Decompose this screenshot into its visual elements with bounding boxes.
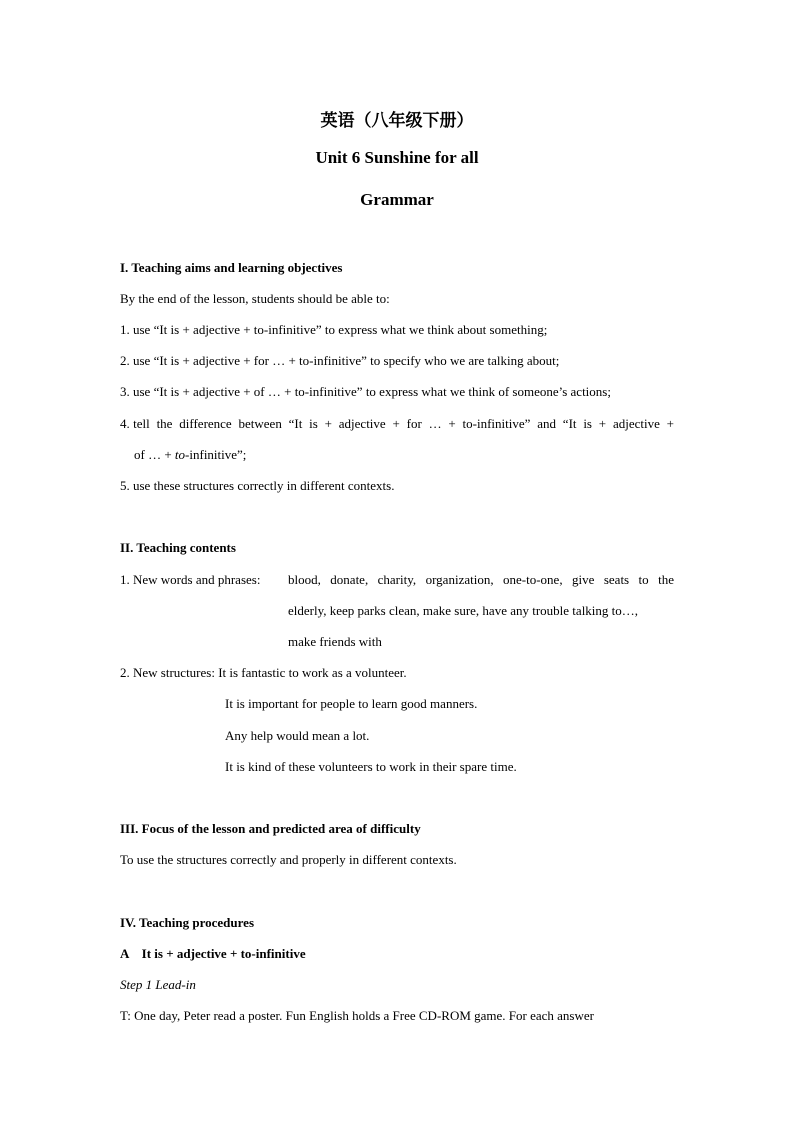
structures-label: 2. New structures: It is fantastic to work as a volunteer. <box>120 665 407 680</box>
aim-item-4: 4. tell the difference between “It is + adjective + for … + to-infinitive” and “It is + adjective + <box>120 416 674 431</box>
document-title-cn: 英语（八年级下册） <box>320 111 474 131</box>
section3-text: To use the structures correctly and properly in different contexts. <box>120 852 457 867</box>
aim-item-4-cont-suffix: -infinitive”; <box>185 447 247 462</box>
section-title: Grammar <box>360 190 434 209</box>
section2-heading: II. Teaching contents <box>120 540 236 555</box>
unit-title: Unit 6 Sunshine for all <box>315 148 479 167</box>
aim-item-3: 3. use “It is + adjective + of … + to-infinitive” to express what we think of someone’s actions; <box>120 384 611 399</box>
step-1-label: Step 1 Lead-in <box>120 977 196 992</box>
section1-heading: I. Teaching aims and learning objectives <box>120 260 343 275</box>
section4-text: T: One day, Peter read a poster. Fun English holds a Free CD-ROM game. For each answer <box>120 1008 594 1023</box>
words-label: 1. New words and phrases: <box>120 572 261 587</box>
aim-item-5: 5. use these structures correctly in different contexts. <box>120 478 395 493</box>
aim-item-2: 2. use “It is + adjective + for … + to-infinitive” to specify who we are talking about; <box>120 353 560 368</box>
words-line-2: elderly, keep parks clean, make sure, have any trouble talking to…, <box>288 603 639 618</box>
aim-item-1: 1. use “It is + adjective + to-infinitive” to express what we think about something; <box>120 322 548 337</box>
structure-item: It is important for people to learn good manners. <box>225 696 478 711</box>
section4-heading: IV. Teaching procedures <box>120 915 255 930</box>
words-line-1: blood, donate, charity, organization, one-to-one, give seats to the <box>288 572 674 587</box>
aim-item-4-cont-prefix: of … + <box>134 447 175 462</box>
structure-item: Any help would mean a lot. <box>225 728 370 743</box>
aim-item-4-continuation <box>134 447 246 463</box>
section4-subheading: A It is + adjective + to-infinitive <box>120 946 306 961</box>
section3-heading: III. Focus of the lesson and predicted area of difficulty <box>120 821 421 836</box>
section1-intro: By the end of the lesson, students should be able to: <box>120 291 390 306</box>
aim-item-4-cont-italic: to <box>174 447 186 462</box>
words-line-3: make friends with <box>288 634 382 649</box>
structure-item: It is kind of these volunteers to work in their spare time. <box>225 759 517 774</box>
